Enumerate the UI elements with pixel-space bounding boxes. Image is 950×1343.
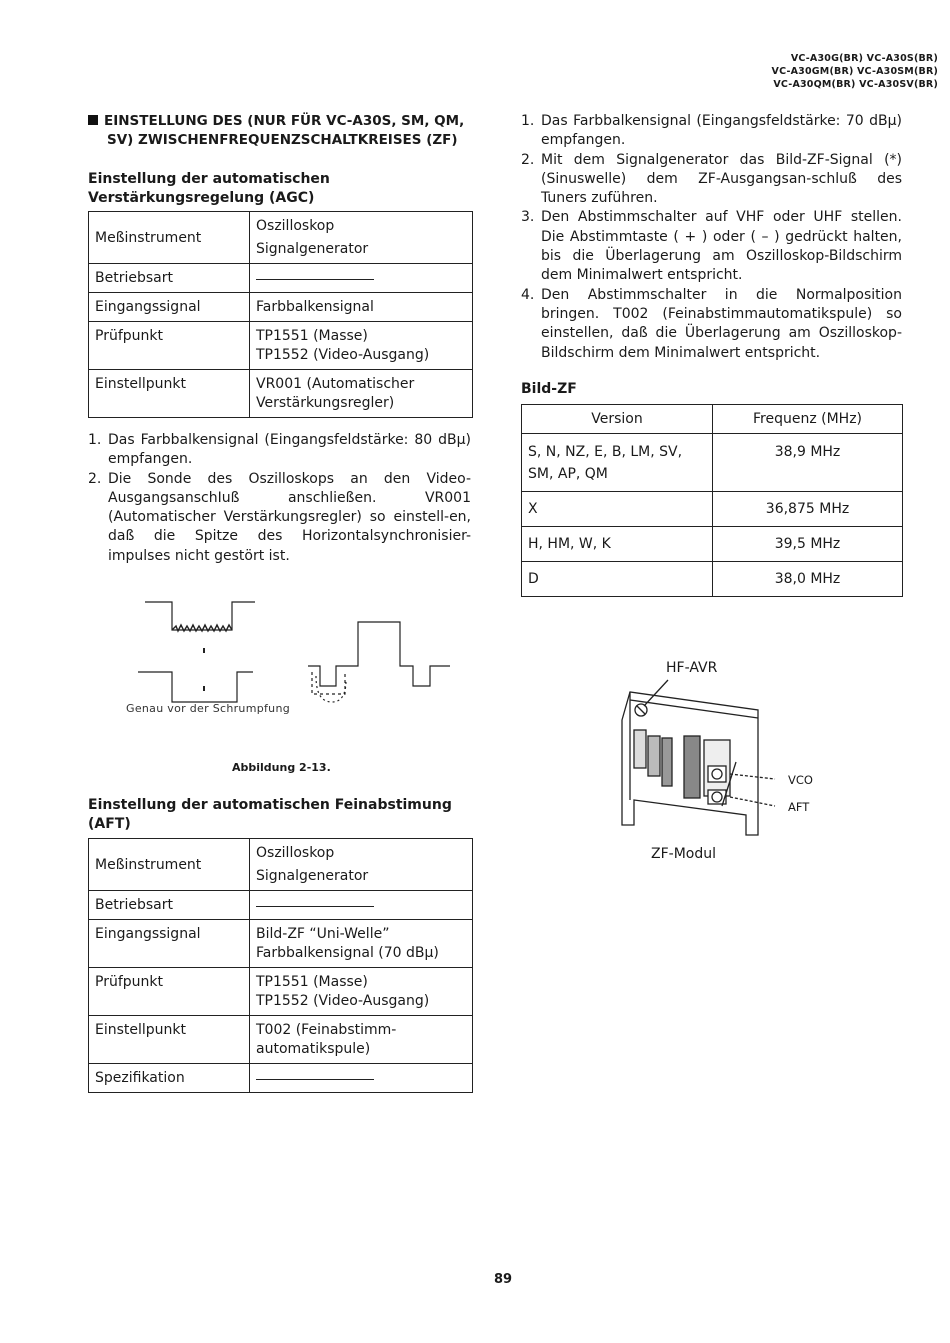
figure-caption: Abbildung 2-13. [232,761,331,774]
aft-table [88,838,473,1093]
component [634,730,646,768]
table-row [522,434,903,492]
table-value-dash [250,1064,473,1093]
waveform-dashed [312,672,345,694]
list-item: 2. Mit dem Signalgenerator das Bild-ZF-Signal (*) (Sinuswelle) dem ZF-Ausgangsan-schluß des Tuners zuführen. [521,151,902,207]
waveform-right [308,622,450,686]
table-value: Oszilloskop Signalgenerator [250,212,473,264]
label-hf-avr: HF-AVR [666,660,718,676]
model-line: VC-A30QM(BR) VC-A30SV(BR) [773,79,938,90]
table-row [89,839,473,891]
table-value: VR001 (Automatischer Verstärkungsregler) [250,370,473,418]
version-cell: S, N, NZ, E, B, LM, SV, SM, AP, QM [522,434,713,492]
table-row [89,322,473,370]
table-row [89,370,473,418]
table-key: Spezifikation [89,1064,250,1093]
bild-zf-table [521,404,903,597]
table-key: Prüfpunkt [89,322,250,370]
waveform-bottom [138,672,253,702]
table-key: Betriebsart [89,264,250,293]
table-value-dash [250,891,473,920]
list-item: 2. Die Sonde des Oszilloskops an den Video-AusgangsanschIuß anschließen. VR001 (Automatischer Verstärkungsregler) so einstell-en, daß die Spitze des Horizontalsynchronisier-impulses nicht gestört ist. [88,470,471,564]
table-key: Eingangssignal [89,920,250,968]
section-title-line1: EINSTELLUNG DES (NUR FÜR VC-A30S, SM, QM, [104,113,465,129]
table-row [89,920,473,968]
table-key: Prüfpunkt [89,968,250,1016]
table-value-dash [250,264,473,293]
table-row [522,492,903,527]
column-header-version: Version [522,405,713,434]
component [662,738,672,786]
waveform-figure [120,590,460,720]
table-value: Bild-ZF “Uni-Welle” Farbbalkensignal (70 dBμ) [250,920,473,968]
section-heading [88,112,478,150]
list-item: 4. Den Abstimmschalter in die Normalposition bringen. T002 (Feinabstimmautomatikspule) so einstellen, daß die Überlagerung am Oszilloskop-Bildschirm dem Minimalwert entspricht. [521,286,902,361]
list-item: 1. Das Farbbalkensignal (Eingangsfeldstärke: 70 dBμ) empfangen. [521,113,902,149]
agc-heading-line2: Verstärkungsregelung (AGC) [88,190,315,206]
section-title-line2: SV) ZWISCHENFREQUENZSCHALTKREISES (ZF) [107,132,458,148]
label-aft: AFT [788,800,810,814]
table-value: Oszilloskop Signalgenerator [250,839,473,891]
label-zf-modul: ZF-Modul [651,846,716,862]
version-cell: D [522,562,713,597]
component [684,736,700,798]
label-vco: VCO [788,773,813,787]
agc-table [88,211,473,418]
model-line: VC-A30GM(BR) VC-A30SM(BR) [771,66,938,77]
version-cell: H, HM, W, K [522,527,713,562]
agc-heading-line1: Einstellung der automatischen [88,171,330,187]
bullet-square-icon [88,115,98,125]
model-line: VC-A30G(BR) VC-A30S(BR) [790,53,938,64]
frequency-cell: 38,0 MHz [713,562,903,597]
page-number: 89 [494,1272,513,1287]
table-key: Einstellpunkt [89,1016,250,1064]
table-row [89,264,473,293]
figure-note: Genau vor der Schrumpfung [126,702,290,715]
table-row [89,1016,473,1064]
zf-module-diagram [600,670,840,860]
frequency-cell: 39,5 MHz [713,527,903,562]
table-header-row [522,405,903,434]
component [648,736,660,776]
waveform-top [145,602,255,630]
table-row [522,562,903,597]
table-row [89,968,473,1016]
table-row [522,527,903,562]
table-key: Eingangssignal [89,293,250,322]
table-value: TP1551 (Masse) TP1552 (Video-Ausgang) [250,322,473,370]
table-key: Betriebsart [89,891,250,920]
model-list [772,52,938,91]
agc-heading [88,170,330,208]
bild-zf-heading: Bild-ZF [521,381,577,397]
list-item: 1. Das Farbbalkensignal (Eingangsfeldstärke: 80 dBμ) empfangen. [88,432,471,468]
table-key: Einstellpunkt [89,370,250,418]
table-row [89,212,473,264]
aft-heading [88,796,452,834]
column-header-frequency: Frequenz (MHz) [713,405,903,434]
aft-steps [521,112,902,363]
list-item: 3. Den Abstimmschalter auf VHF oder UHF stellen. Die Abstimmtaste ( + ) oder ( – ) gedrückt halten, bis die Überlagerung am Oszilloskop-Bildschirm dem Minimalwert entspricht. [521,209,902,284]
aft-heading-line1: Einstellung der automatischen Feinabstimung [88,797,452,813]
table-row [89,293,473,322]
table-row [89,891,473,920]
agc-steps [88,431,471,566]
table-key: Meßinstrument [89,839,250,891]
aft-heading-line2: (AFT) [88,816,131,832]
table-key: Meßinstrument [89,212,250,264]
frequency-cell: 38,9 MHz [713,434,903,492]
table-value: Farbbalkensignal [250,293,473,322]
table-value: T002 (Feinabstimm- automatikspule) [250,1016,473,1064]
table-row [89,1064,473,1093]
table-value: TP1551 (Masse) TP1552 (Video-Ausgang) [250,968,473,1016]
version-cell: X [522,492,713,527]
frequency-cell: 36,875 MHz [713,492,903,527]
